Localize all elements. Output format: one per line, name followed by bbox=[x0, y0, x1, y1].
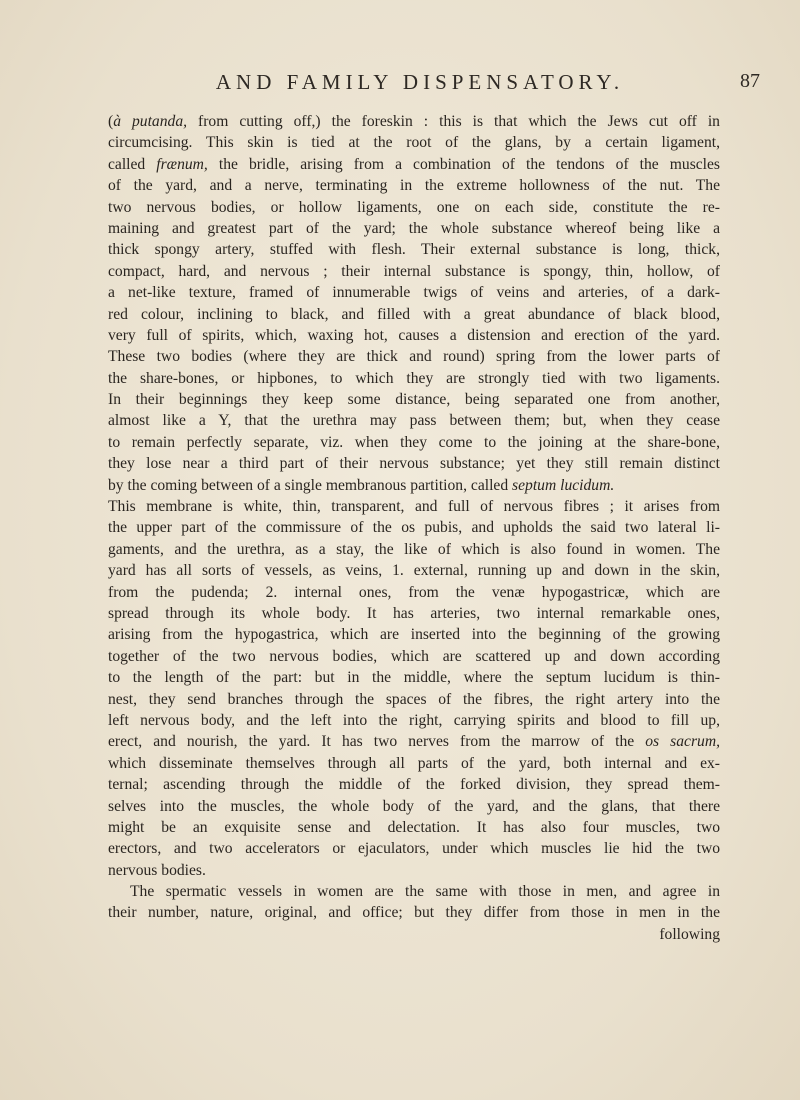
text-line: the upper part of the commissure of the os pubis, and upholds the said two lateral li- bbox=[108, 519, 720, 537]
text-line: maining and greatest part of the yard; the whole substance whereof being like a bbox=[108, 219, 720, 237]
running-title: AND FAMILY DISPENSATORY. bbox=[215, 70, 625, 94]
text-line: called frænum, the bridle, arising from a combination of the tendons of the muscles bbox=[108, 155, 720, 173]
text-line: of the yard, and a nerve, terminating in the extreme hollowness of the nut. The bbox=[108, 177, 720, 195]
text-line: by the coming between of a single membranous partition, called septum lucidum. bbox=[108, 476, 615, 494]
text-line: arising from the hypogastrica, which are inserted into the beginning of the growing bbox=[108, 626, 720, 644]
text-line: erectors, and two accelerators or ejaculators, under which muscles lie hid the two bbox=[108, 840, 720, 858]
text-line: compact, hard, and nervous ; their internal substance is spongy, thin, hollow, of bbox=[108, 262, 720, 280]
text-line: from the pudenda; 2. internal ones, from the venæ hypogastricæ, which are bbox=[108, 583, 720, 601]
text-line: spread through its whole body. It has arteries, two internal remarkable ones, bbox=[108, 604, 720, 622]
text-line: the share-bones, or hipbones, to which they are strongly tied with two ligaments. bbox=[108, 369, 720, 387]
text-line: left nervous body, and the left into the right, carrying spirits and blood to fill up, bbox=[108, 711, 720, 729]
text-line: almost like a Y, that the urethra may pass between them; but, when they cease bbox=[108, 412, 720, 430]
text-line: might be an exquisite sense and delectation. It has also four muscles, two bbox=[108, 818, 720, 836]
text-line: together of the two nervous bodies, which are scattered up and down according bbox=[108, 647, 720, 665]
text-line: (à putanda, from cutting off,) the foreskin : this is that which the Jews cut off in bbox=[108, 113, 720, 130]
text-line: to remain perfectly separate, viz. when they come to the joining at the share-bone, bbox=[108, 433, 720, 451]
text-line: These two bodies (where they are thick and round) spring from the lower parts of bbox=[108, 348, 720, 366]
page-number: 87 bbox=[740, 70, 760, 92]
text-line: The spermatic vessels in women are the same with those in men, and agree in bbox=[130, 883, 720, 901]
text-line: circumcising. This skin is tied at the root of the glans, by a certain ligament, bbox=[108, 134, 720, 152]
text-line: thick spongy artery, stuffed with flesh. Their external substance is long, thick, bbox=[108, 241, 720, 259]
text-line: to the length of the part: but in the middle, where the septum lucidum is thin- bbox=[108, 669, 720, 687]
text-line: red colour, inclining to black, and filled with a great abundance of black blood, bbox=[108, 305, 720, 323]
text-line: ternal; ascending through the middle of the forked division, they spread them- bbox=[108, 776, 720, 794]
text-line: yard has all sorts of vessels, as veins, 1. external, running up and down in the skin, bbox=[108, 562, 720, 580]
text-line: their number, nature, original, and office; but they differ from those in men in the bbox=[108, 904, 720, 922]
body-text bbox=[108, 111, 720, 945]
running-head bbox=[140, 70, 760, 100]
text-line: nest, they send branches through the spaces of the fibres, the right artery into the bbox=[108, 690, 720, 708]
text-line: very full of spirits, which, waxing hot, causes a distension and erection of the yard. bbox=[108, 326, 720, 344]
text-line: two nervous bodies, or hollow ligaments, one on each side, constitute the re- bbox=[108, 198, 720, 216]
text-line: nervous bodies. bbox=[108, 861, 206, 879]
text-line: selves into the muscles, the whole body of the yard, and the glans, that there bbox=[108, 797, 720, 815]
text-line: which disseminate themselves through all parts of the yard, both internal and ex- bbox=[108, 754, 720, 772]
text-line: In their beginnings they keep some distance, being separated one from another, bbox=[108, 391, 720, 409]
catchword: following bbox=[659, 925, 720, 943]
text-line: gaments, and the urethra, as a stay, the like of which is also found in women. The bbox=[108, 540, 720, 558]
text-line: a net-like texture, framed of innumerable twigs of veins and arteries, of a dark- bbox=[108, 284, 720, 302]
text-line: they lose near a third part of their nervous substance; yet they still remain distinct bbox=[108, 455, 720, 473]
text-line: erect, and nourish, the yard. It has two nerves from the marrow of the os sacrum, bbox=[108, 733, 720, 751]
text-line: This membrane is white, thin, transparent, and full of nervous fibres ; it arises from bbox=[108, 498, 720, 516]
